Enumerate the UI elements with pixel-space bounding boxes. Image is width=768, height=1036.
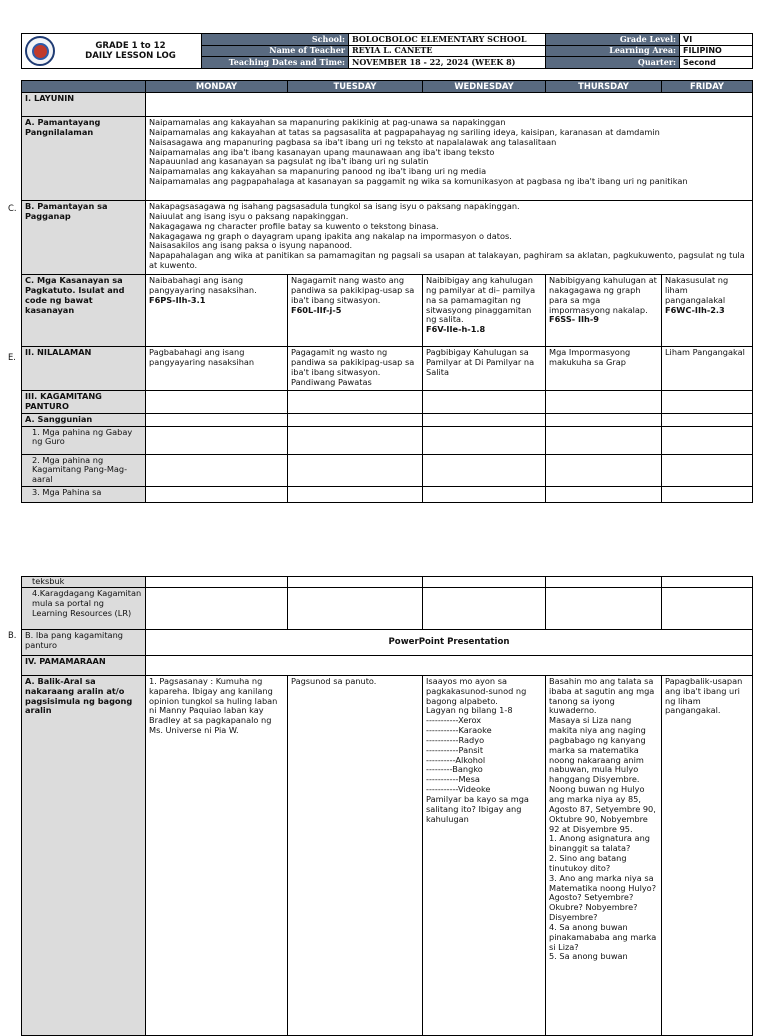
kagamitang-mag-aaral-row: [22, 454, 753, 487]
area-value: FILIPINO: [680, 45, 753, 57]
kagamitan-label: III. KAGAMITANG PANTURO: [22, 391, 146, 414]
balik-aral-thursday: [546, 675, 662, 1035]
teacher-label: Name of Teacher: [202, 45, 349, 57]
area-label: Learning Area:: [546, 45, 680, 57]
th-line: 2. Sino ang batang tinutukoy dito?: [549, 853, 627, 873]
w-line: Lagyan ng bilang 1-8: [426, 705, 513, 716]
kasanayan-wednesday: [423, 275, 546, 347]
nilalaman-tuesday: Pagagamit ng wasto ng pandiwa sa pakikipag-usap sa iba't ibang sitwasyon. Pandiwang Pawatas: [288, 347, 423, 391]
nilalaman-friday: Liham Pangangakal: [662, 347, 753, 391]
kasanayan-tuesday: [288, 275, 423, 347]
karagdagang-kagamitan-label: 4.Karagdagang Kagamitan mula sa portal ng Learning Resources (LR): [22, 587, 146, 629]
th-line: 3. Ano ang marka niya sa Matematika noong Hulyo? Agosto? Setyembre? Okubre? Nobyembre? Disyembre?: [549, 872, 657, 923]
day-monday: MONDAY: [146, 81, 288, 93]
pg-line: Naisasakilos ang isang paksa o isyung napanood.: [149, 240, 353, 251]
school-label: School:: [202, 34, 349, 46]
kasanayan-label: C. Mga Kasanayan sa Pagkatuto. Isulat and code ng bawat kasanayan: [22, 275, 146, 347]
karagdagang-kagamitan-row: [22, 587, 753, 629]
pp-line: Napauunlad ang kasanayan sa pagsulat ng iba't ibang uri ng sulatin: [149, 156, 429, 167]
margin-mark-c: C.: [8, 203, 17, 213]
pamantayan-sa-pagganap-label: B. Pamantayan sa Pagganap: [22, 201, 146, 275]
gabay-guro-row: [22, 426, 753, 454]
kasanayan-code: F60L-IIf-j-5: [291, 304, 342, 315]
day-wednesday: WEDNESDAY: [423, 81, 546, 93]
kasanayan-code: F6WC-IIh-2.3: [665, 304, 725, 315]
nilalaman-row: [22, 347, 753, 391]
nilalaman-thursday: Mga Impormasyong makukuha sa Grap: [546, 347, 662, 391]
iba-pang-kagamitan-row: [22, 629, 753, 655]
kasanayan-code: F6PS-IIh-3.1: [149, 294, 206, 305]
pamamaraan-label: IV. PAMAMARAAN: [22, 655, 146, 675]
kasanayan-code: F6SS- IIh-9: [549, 314, 599, 325]
balik-aral-label: A. Balik-Aral sa nakaraang aralin at/o pagsisimula ng bagong aralin: [22, 675, 146, 1035]
kasanayan-text: Nagagamit nang wasto ang pandiwa sa pakikipag-usap sa iba't ibang sitwasyon.: [291, 275, 415, 305]
pamamaraan-blank: [146, 655, 753, 675]
teksbuk-cont-label: teksbuk: [22, 577, 146, 588]
w-line: -----------Xerox: [426, 715, 482, 726]
sanggunian-row: [22, 413, 753, 426]
layunin-row: [22, 93, 753, 117]
nilalaman-label: II. NILALAMAN: [22, 347, 146, 391]
kasanayan-row: [22, 275, 753, 347]
th-line: Basahin mo ang talata sa ibaba at sagutin ang mga tanong sa iyong kuwaderno.: [549, 675, 655, 716]
school-value: BOLOCBOLOC ELEMENTARY SCHOOL: [349, 34, 546, 46]
pg-line: Nakagagawa ng graph o dayagram upang ipakita ang nakalap na impormasyon o datos.: [149, 230, 512, 241]
w-line: Isaayos mo ayon sa pagkakasunod-sunod ng bagong alpabeto.: [426, 675, 527, 706]
pamamaraan-row: [22, 655, 753, 675]
balik-aral-row: [22, 675, 753, 1035]
kasanayan-text: Nakasusulat ng liham pangangalakal: [665, 275, 729, 305]
pg-line: Naiuulat ang isang isyu o paksang napakinggan.: [149, 210, 349, 221]
teksbuk-label: 3. Mga Pahina sa: [22, 487, 146, 503]
teksbuk-cont-row: [22, 577, 753, 588]
pamantayan-sa-pagganap-row: [22, 201, 753, 275]
pp-line: Naipamamalas ang kakayahan at tatas sa pagsasalita at pagpapahayag ng sariling ideya, kaisipan, karanasan at damdamin: [149, 126, 660, 137]
kagamitang-mag-aaral-label: 2. Mga pahina ng Kagamitang Pang-Mag-aaral: [22, 454, 146, 487]
pamantayang-pangnilalaman-text: [146, 117, 753, 201]
teksbuk-row: [22, 487, 753, 503]
layunin-blank: [146, 93, 753, 117]
w-line: -----------Pansit: [426, 744, 484, 755]
day-friday: FRIDAY: [662, 81, 753, 93]
balik-aral-tuesday: Pagsunod sa panuto.: [288, 675, 423, 1035]
lesson-log-table-page2: [21, 576, 753, 1036]
nilalaman-wednesday: Pagbibigay Kahulugan sa Pamilyar at Di Pamilyar na Salita: [423, 347, 546, 391]
margin-mark-e: E.: [8, 352, 16, 362]
deped-seal-icon: [25, 36, 55, 66]
grade-value: VI: [680, 34, 753, 46]
pamantayan-sa-pagganap-text: [146, 201, 753, 275]
pg-line: Napapahalagan ang wika at panitikan sa pamamagitan ng pagsali sa usapan at talakayan, paghiram sa aklatan, pagkukuwento, pagsulat ng tula at kuwento.: [149, 250, 745, 271]
header-logo-cell: [22, 34, 202, 69]
pg-line: Nakagagawa ng character profile batay sa kuwento o tekstong binasa.: [149, 220, 439, 231]
pp-line: Naipamamalas ang kakayahan sa mapanuring panood ng iba't ibang uri ng media: [149, 166, 487, 177]
kasanayan-text: Nabibigyang kahulugan at nakagagawa ng graph para sa mga impormasyong nakalap.: [549, 275, 657, 315]
gabay-guro-label: 1. Mga pahina ng Gabay ng Guro: [22, 426, 146, 454]
kasanayan-text: Naibabahagi ang isang pangyayaring nasaksihan.: [149, 275, 257, 295]
th-line: 5. Sa anong buwan: [549, 951, 628, 962]
day-thursday: THURSDAY: [546, 81, 662, 93]
th-line: Masaya si Liza nang makita niya ang naging pagbabago ng kanyang marka sa matematika noong nakaraang anim nabuwan, mula Hulyo hanggang Disyembre. Noong buwan ng Hulyo ang marka niya ay 85, Agosto 87, Setyembre 90, Oktubre 90, Nobyembre 92 at Disyembre 95.: [549, 715, 656, 834]
w-line: -----------Mesa: [426, 774, 480, 785]
kasanayan-code: F6V-IIe-h-1.8: [426, 324, 486, 335]
pp-line: Naisasagawa ang mapanuring pagbasa sa iba't ibang uri ng teksto at napalalawak ang talasalitaan: [149, 136, 557, 147]
w-line: ---------Bangko: [426, 764, 483, 775]
grade-label: Grade Level:: [546, 34, 680, 46]
kasanayan-thursday: [546, 275, 662, 347]
layunin-label: I. LAYUNIN: [22, 93, 146, 117]
kagamitan-row: [22, 391, 753, 414]
pamantayang-pangnilalaman-row: [22, 117, 753, 201]
kasanayan-text: Naibibigay ang kahulugan ng pamilyar at di– pamilya na sa pamamagitan ng sitwasyong pinaggamitan ng salita.: [426, 275, 536, 325]
pg-line: Nakapagsasagawa ng isahang pagsasadula tungkol sa isang isyu o paksang napakinggan.: [149, 201, 520, 211]
w-line: Pamilyar ba kayo sa mga salitang ito? Ibigay ang kahulugan: [426, 793, 529, 824]
kasanayan-monday: [146, 275, 288, 347]
w-line: -----------Karaoke: [426, 725, 492, 736]
sanggunian-label: A. Sanggunian: [22, 413, 146, 426]
pamantayang-pangnilalaman-label: A. Pamantayang Pangnilalaman: [22, 117, 146, 201]
quarter-label: Quarter:: [546, 57, 680, 69]
nilalaman-monday: Pagbabahagi ang isang pangyayaring nasaksihan: [146, 347, 288, 391]
margin-mark-b: B.: [8, 630, 17, 640]
balik-aral-wednesday: [423, 675, 546, 1035]
title-line2: DAILY LESSON LOG: [85, 51, 176, 61]
pp-line: Naipamamalas ang pagpapahalaga at kasanayan sa paggamit ng wika sa komunikasyon at pagbasa ng iba't ibang uri ng panitikan: [149, 176, 688, 187]
dates-value: NOVEMBER 18 - 22, 2024 (WEEK 8): [349, 57, 546, 69]
dates-label: Teaching Dates and Time:: [202, 57, 349, 69]
day-header-row: [22, 81, 753, 93]
w-line: ----------Alkohol: [426, 754, 486, 765]
title-line1: GRADE 1 to 12: [95, 40, 166, 51]
balik-aral-monday: 1. Pagsasanay : Kumuha ng kapareha. Ibigay ang kanilang opinion tungkol sa huling laban ni Manny Paquiao laban kay Bradley at sa pagkapanalo ng Ms. Universe ni Pia W.: [146, 675, 288, 1035]
quarter-value: Second: [680, 57, 753, 69]
corner-header: [22, 81, 146, 93]
iba-pang-kagamitan-value: PowerPoint Presentation: [146, 629, 753, 655]
header-table: [21, 33, 753, 69]
balik-aral-friday: Papagbalik-usapan ang iba't ibang uri ng liham pangangakal.: [662, 675, 753, 1035]
kasanayan-friday: [662, 275, 753, 347]
th-line: 1. Anong asignatura ang binanggit sa talata?: [549, 833, 650, 854]
lesson-log-table-page1: [21, 80, 753, 503]
iba-pang-kagamitan-label: B. Iba pang kagamitang panturo: [22, 629, 146, 655]
w-line: -----------Radyo: [426, 734, 485, 745]
pp-line: Naipamamalas ang iba't ibang kasanayan upang maunawaan ang iba't ibang teksto: [149, 146, 495, 157]
th-line: 4. Sa anong buwan pinakamababa ang marka si Liza?: [549, 921, 657, 952]
document-title: [63, 41, 198, 62]
teacher-value: REYIA L. CAÑETE: [349, 45, 546, 57]
pp-line: Naipamamalas ang kakayahan sa mapanuring pakikinig at pag-unawa sa napakinggan: [149, 117, 506, 127]
day-tuesday: TUESDAY: [288, 81, 423, 93]
w-line: -----------Videoke: [426, 784, 491, 795]
